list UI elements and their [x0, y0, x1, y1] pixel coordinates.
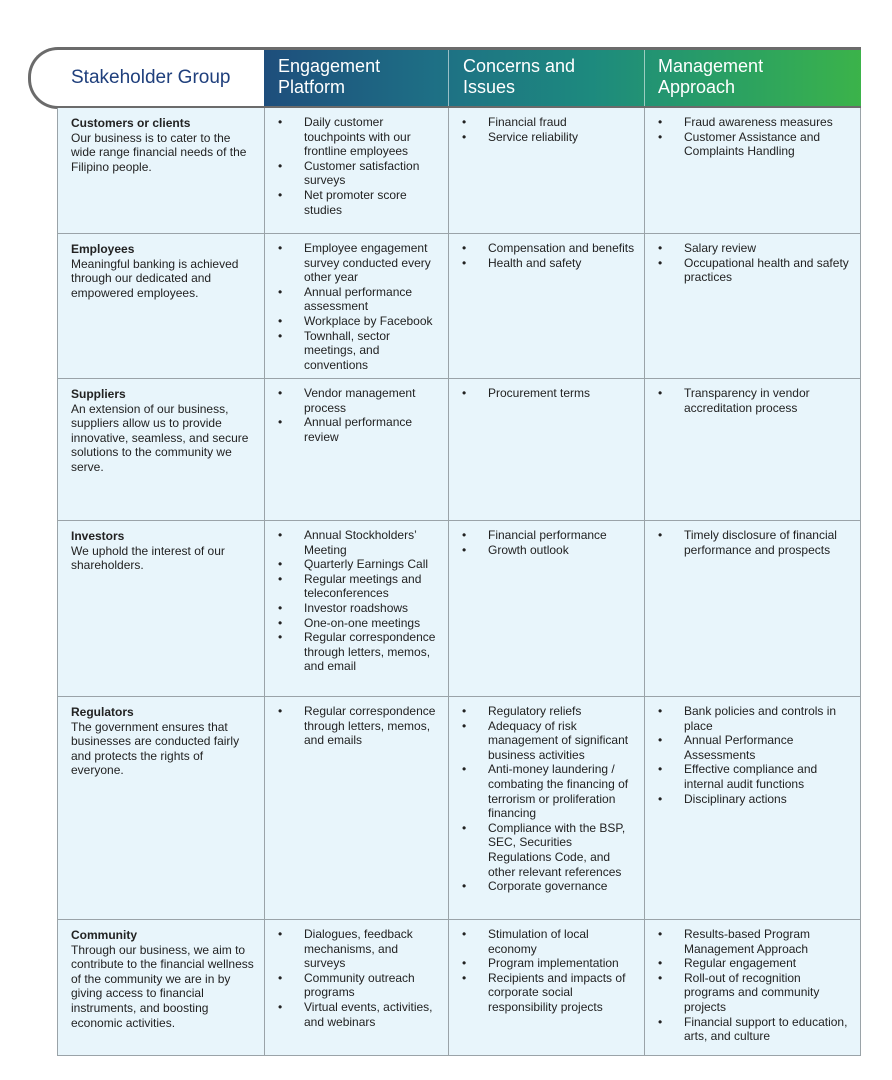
stakeholder-name: Investors — [71, 529, 125, 543]
table-row — [58, 920, 861, 1056]
management-approach-cell — [645, 379, 861, 520]
list-item: • Regular correspondence through letters, memos, and email — [265, 630, 442, 674]
concerns-issues-cell — [449, 379, 645, 520]
bullet-list — [645, 386, 854, 415]
engagement-platform-cell — [265, 697, 449, 919]
list-item: • Transparency in vendor accreditation process — [645, 386, 854, 415]
management-approach-cell — [645, 697, 861, 919]
list-item: • Program implementation — [449, 956, 638, 971]
stakeholder-description: Meaningful banking is achieved through our dedicated and empowered employees. — [71, 256, 239, 300]
list-item: • Timely disclosure of financial performance and prospects — [645, 528, 854, 557]
list-item: • Growth outlook — [449, 543, 638, 558]
bullet-list — [645, 927, 854, 1044]
bullet-list — [449, 528, 638, 557]
bullet-list — [645, 241, 854, 285]
header-management-line1: Management — [658, 56, 764, 76]
stakeholder-cell — [58, 920, 265, 1055]
stakeholder-description: The government ensures that businesses are conducted fairly and protects the rights of everyone. — [71, 719, 240, 778]
list-item: • Recipients and impacts of corporate social responsibility projects — [449, 971, 638, 1015]
header-stakeholder-label: Stakeholder Group — [71, 67, 231, 88]
list-item: • Results-based Program Management Approach — [645, 927, 854, 956]
list-item: • Procurement terms — [449, 386, 638, 401]
list-item: • Financial fraud — [449, 115, 638, 130]
bullet-list — [449, 704, 638, 894]
stakeholder-cell — [58, 234, 265, 378]
list-item: • Effective compliance and internal audit functions — [645, 762, 854, 791]
list-item: • Compliance with the BSP, SEC, Securities Regulations Code, and other relevant references — [449, 821, 638, 879]
list-item: • Stimulation of local economy — [449, 927, 638, 956]
list-item: • Annual performance review — [265, 415, 442, 444]
list-item: • Customer Assistance and Complaints Handling — [645, 130, 854, 159]
list-item: • Net promoter score studies — [265, 188, 442, 217]
bullet-list — [265, 241, 442, 372]
list-item: • Vendor management process — [265, 386, 442, 415]
bullet-list — [265, 386, 442, 444]
list-item: • Quarterly Earnings Call — [265, 557, 442, 572]
stakeholder-name: Regulators — [71, 705, 134, 719]
concerns-issues-cell — [449, 920, 645, 1055]
stakeholder-name: Employees — [71, 242, 135, 256]
engagement-platform-cell — [265, 234, 449, 378]
stakeholder-description: An extension of our business, suppliers allow us to provide innovative, seamless, and secure solutions to the community we serve. — [71, 401, 249, 474]
stakeholder-name: Suppliers — [71, 387, 126, 401]
stakeholder-description: We uphold the interest of our shareholders. — [71, 543, 225, 573]
header-divider — [644, 50, 645, 106]
stakeholder-cell — [58, 697, 265, 919]
header-management-approach — [658, 56, 828, 98]
list-item: • Health and safety — [449, 256, 638, 271]
concerns-issues-cell — [449, 108, 645, 233]
bullet-list — [645, 704, 854, 806]
management-approach-cell — [645, 234, 861, 378]
list-item: • Regular correspondence through letters, memos, and emails — [265, 704, 442, 748]
table-row — [58, 697, 861, 920]
engagement-platform-cell — [265, 521, 449, 696]
stakeholder-cell — [58, 108, 265, 233]
concerns-issues-cell — [449, 697, 645, 919]
engagement-platform-cell — [265, 108, 449, 233]
stakeholder-cell — [58, 521, 265, 696]
list-item: • Salary review — [645, 241, 854, 256]
management-approach-cell — [645, 521, 861, 696]
list-item: • Adequacy of risk management of significant business activities — [449, 719, 638, 763]
header-divider — [448, 50, 449, 106]
bullet-list — [449, 927, 638, 1015]
header-concerns-issues — [463, 56, 633, 98]
stakeholder-name: Customers or clients — [71, 116, 191, 130]
list-item: • Annual Stockholders’ Meeting — [265, 528, 442, 557]
list-item: • Annual performance assessment — [265, 285, 442, 314]
list-item: • Service reliability — [449, 130, 638, 145]
bullet-list — [265, 927, 442, 1029]
list-item: • Customer satisfaction surveys — [265, 159, 442, 188]
stakeholder-table — [57, 108, 861, 1056]
stakeholder-cell — [58, 379, 265, 520]
list-item: • Financial support to education, arts, and culture — [645, 1015, 854, 1044]
stakeholder-description: Our business is to cater to the wide range financial needs of the Filipino people. — [71, 130, 247, 174]
list-item: • One-on-one meetings — [265, 616, 442, 631]
engagement-platform-cell — [265, 920, 449, 1055]
list-item: • Investor roadshows — [265, 601, 442, 616]
list-item: • Workplace by Facebook — [265, 314, 442, 329]
list-item: • Compensation and benefits — [449, 241, 638, 256]
header-engagement-platform — [278, 56, 448, 98]
header-stakeholder-group — [28, 47, 265, 109]
list-item: • Disciplinary actions — [645, 792, 854, 807]
list-item: • Regular meetings and teleconferences — [265, 572, 442, 601]
bullet-list — [265, 115, 442, 217]
management-approach-cell — [645, 920, 861, 1055]
list-item: • Dialogues, feedback mechanisms, and surveys — [265, 927, 442, 971]
management-approach-cell — [645, 108, 861, 233]
list-item: • Occupational health and safety practices — [645, 256, 854, 285]
list-item: • Community outreach programs — [265, 971, 442, 1000]
bullet-list — [449, 386, 638, 401]
bullet-list — [645, 115, 854, 159]
list-item: • Virtual events, activities, and webinars — [265, 1000, 442, 1029]
list-item: • Daily customer touchpoints with our frontline employees — [265, 115, 442, 159]
header-engagement-line1: Engagement — [278, 56, 381, 76]
bullet-list — [449, 241, 638, 270]
table-row — [58, 379, 861, 521]
header-band — [264, 47, 861, 109]
list-item: • Anti-money laundering / combating the financing of terrorism or proliferation financing — [449, 762, 638, 820]
engagement-platform-cell — [265, 379, 449, 520]
bullet-list — [449, 115, 638, 144]
table-row — [58, 521, 861, 697]
stakeholder-name: Community — [71, 928, 137, 942]
list-item: • Townhall, sector meetings, and conventions — [265, 329, 442, 373]
list-item: • Annual Performance Assessments — [645, 733, 854, 762]
table-row — [58, 234, 861, 379]
list-item: • Regulatory reliefs — [449, 704, 638, 719]
bullet-list — [265, 528, 442, 674]
header-engagement-line2: Platform — [278, 77, 346, 97]
header-management-line2: Approach — [658, 77, 736, 97]
header-concerns-line2: Issues — [463, 77, 516, 97]
stakeholder-description: Through our business, we aim to contribute to the financial wellness of the community we are in by giving access to financial instruments, and boosting economic activities. — [71, 942, 254, 1030]
concerns-issues-cell — [449, 521, 645, 696]
bullet-list — [645, 528, 854, 557]
header-concerns-line1: Concerns and — [463, 56, 576, 76]
list-item: • Roll-out of recognition programs and community projects — [645, 971, 854, 1015]
list-item: • Regular engagement — [645, 956, 854, 971]
list-item: • Bank policies and controls in place — [645, 704, 854, 733]
table-header — [28, 47, 861, 107]
list-item: • Employee engagement survey conducted every other year — [265, 241, 442, 285]
bullet-list — [265, 704, 442, 748]
list-item: • Fraud awareness measures — [645, 115, 854, 130]
concerns-issues-cell — [449, 234, 645, 378]
list-item: • Financial performance — [449, 528, 638, 543]
list-item: • Corporate governance — [449, 879, 638, 894]
table-row — [58, 108, 861, 234]
